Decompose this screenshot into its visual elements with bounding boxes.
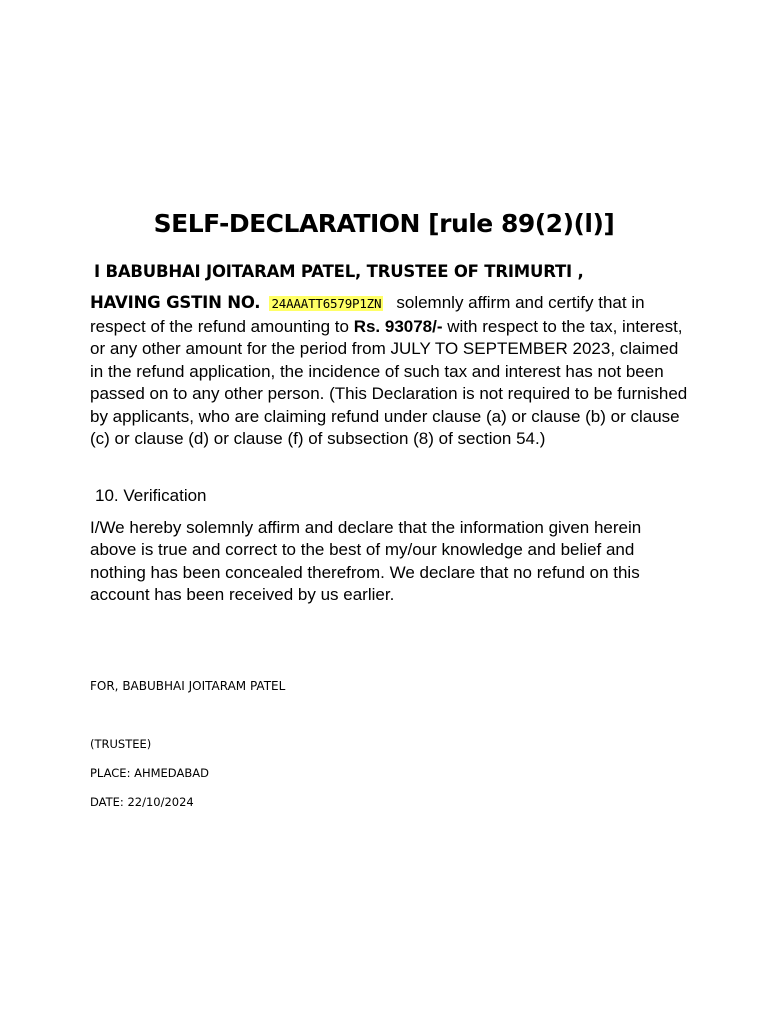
signatory-designation: (TRUSTEE) bbox=[90, 737, 152, 751]
document-title: SELF-DECLARATION [rule 89(2)(l)] bbox=[153, 209, 615, 238]
gstin-value: 24AAATT6579P1ZN bbox=[271, 296, 382, 311]
date-line: DATE: 22/10/2024 bbox=[90, 795, 194, 809]
affirm-text-refund: respect of the refund amounting to bbox=[90, 317, 349, 336]
affirm-text-rest: with respect to the tax, interest, or any other amount for the period from JULY TO SEPTEMBER 2023, claimed in the refund application, the incidence of such tax and interest has not been passed on to any other person. (This Declaration is not required to be furnished by applicants, who are claiming refund under clause (a) or clause (b) or clause (c) or clause (d) or clause (f) of subsection (8) of section 54.) bbox=[90, 317, 688, 449]
declarant-name-text: I BABUBHAI JOITARAM PATEL, TRUSTEE OF TRIMURTI , bbox=[94, 262, 584, 281]
declarant-line bbox=[94, 260, 584, 284]
gstin-line bbox=[90, 291, 645, 316]
signatory-for-line: FOR, BABUBHAI JOITARAM PATEL bbox=[90, 679, 286, 693]
declaration-paragraph bbox=[90, 316, 690, 450]
gstin-label: HAVING GSTIN NO. bbox=[90, 293, 261, 312]
verification-heading: 10. Verification bbox=[95, 486, 207, 505]
place-line: PLACE: AHMEDABAD bbox=[90, 766, 209, 780]
verification-paragraph: I/We hereby solemnly affirm and declare that the information given herein above is true and correct to the best of my/our knowledge and belief and nothing has been concealed therefrom. We declare that no refund on this account has been received by us earlier. bbox=[90, 518, 642, 605]
refund-amount: Rs. 93078/- bbox=[353, 317, 443, 336]
affirm-text-start: solemnly affirm and certify that in bbox=[396, 293, 645, 312]
